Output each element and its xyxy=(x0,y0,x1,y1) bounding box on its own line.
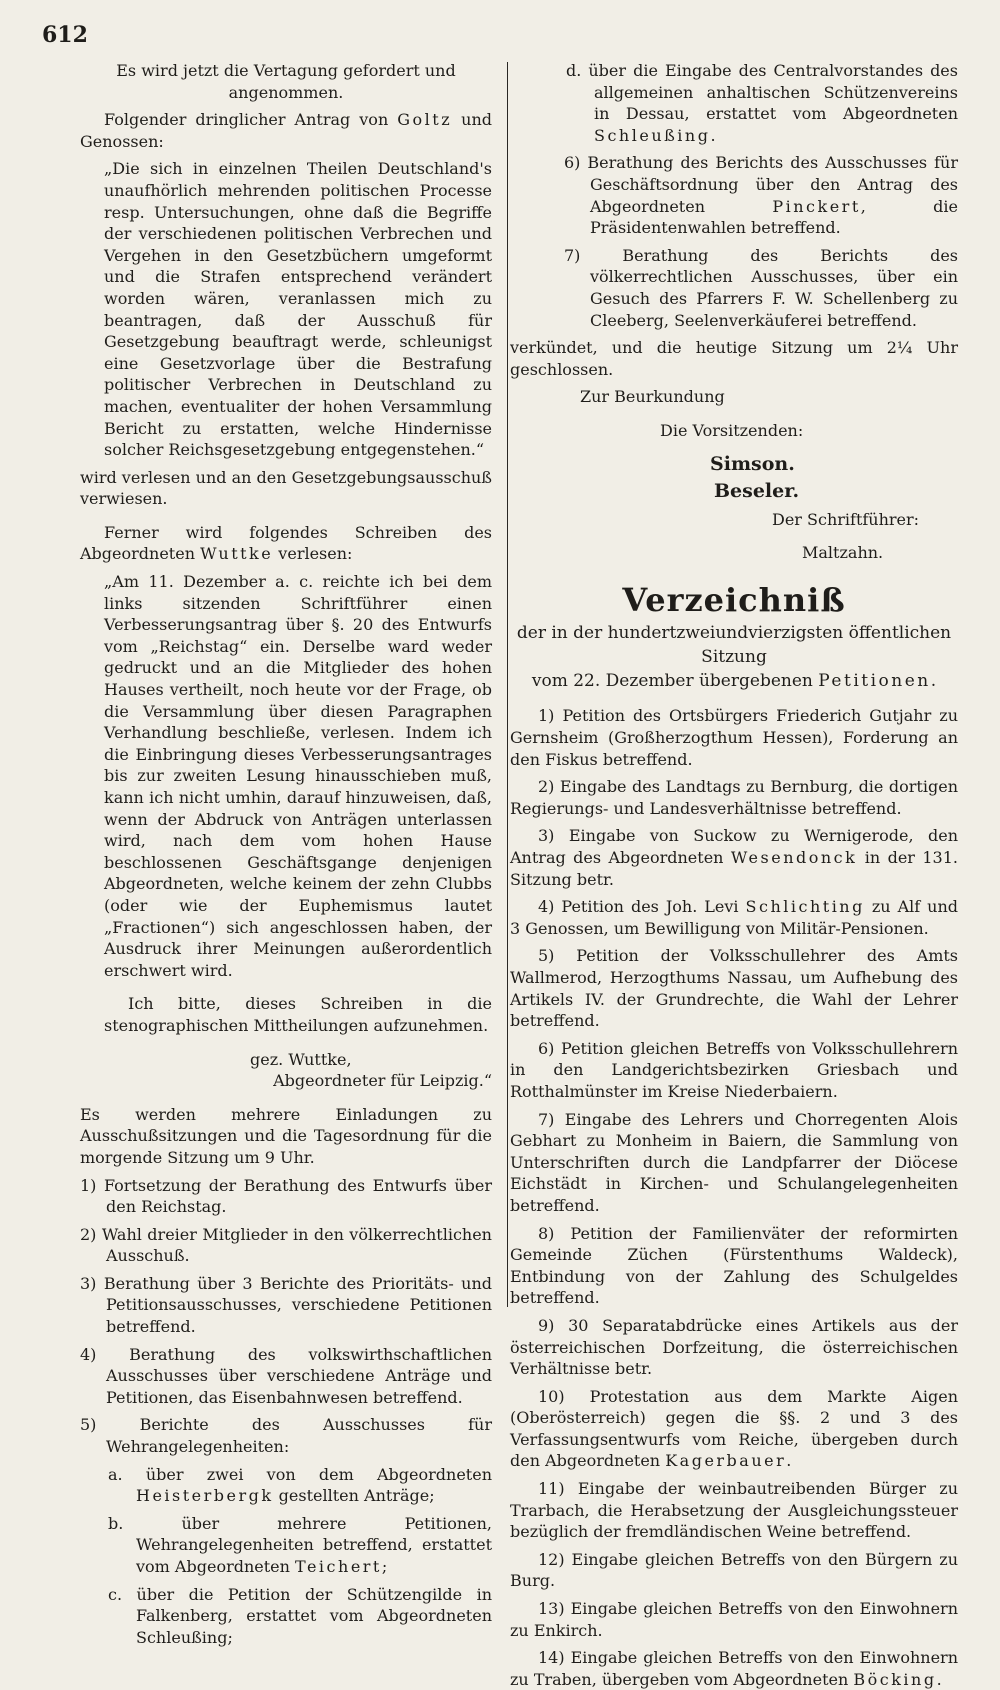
page-number: 612 xyxy=(42,22,88,48)
closing-line: verkündet, und die heutige Sitzung um 2¼ Uhr geschlossen. xyxy=(510,338,958,379)
letter-intro: Ferner wird folgendes Schreiben des Abgeordneten Wuttke verlesen: xyxy=(80,522,492,564)
agenda-item: 4) Berathung des volkswirthschaftlichen Ausschusses über verschiedene Anträge und Petitionen, das Eisenbahnwesen betreffend. xyxy=(80,1344,493,1407)
petition-item: 5) Petition der Volksschullehrer des Amts Wallmerod, Herzogthums Nassau, um Aufhebung des Artikels IV. der Grundrechte, die Wahl der Lehrer betreffend. xyxy=(510,946,958,1031)
left-column xyxy=(80,60,492,1648)
register-subtitle: der in der hundertzweiundvierzigsten öffentlichen Sitzung xyxy=(516,623,952,668)
agenda-item: 1) Fortsetzung der Berathung des Entwurfs über den Reichstag. xyxy=(80,1175,492,1217)
letter-signature: gez. Wuttke, xyxy=(250,1049,352,1069)
chair-name: Beseler. xyxy=(714,480,800,503)
speaker-name: Goltz xyxy=(397,110,453,130)
agenda-item: 3) Berathung über 3 Berichte des Prioritäts- und Petitionsausschusses, verschiedene Petitionen betreffend. xyxy=(80,1273,493,1337)
secretary-label: Der Schriftführer: xyxy=(772,509,920,529)
petition-item: 1) Petition des Ortsbürgers Friederich Gutjahr zu Gernsheim (Großherzogthum Hessen), Forderung an den Fiskus betreffend. xyxy=(510,706,958,769)
letter-request: Ich bitte, dieses Schreiben in die stenographischen Mittheilungen aufzunehmen. xyxy=(104,994,492,1035)
agenda-item: 2) Wahl dreier Mitglieder in den völkerrechtlichen Ausschuß. xyxy=(80,1224,492,1266)
petition-item: 11) Eingabe der weinbautreibenden Bürger zu Trarbach, die Herabsetzung der Ausgleichungssteuer bezüglich der fremdländischen Weine betreffend. xyxy=(510,1479,958,1542)
petition-item: 8) Petition der Familienväter der reformirten Gemeinde Züchen (Fürstenthums Waldeck), Entbindung von der Zahlung des Schulgeldes betreffend. xyxy=(510,1223,958,1308)
letter-quote: „Am 11. Dezember a. c. reichte ich bei dem links sitzenden Schriftführer einen Verbesserungsantrag über §. 20 des Entwurfs vom „Reichstag“ ein. Derselbe ward weder gedruckt und an die Mitglieder des hohen Hauses vertheilt, noch heute vor der Frage, ob die Versammlung über diesen Paragraphen Verhandlung beschließe, verlesen. Indem ich die Einbringung dieses Verbesserungsantrages bis zur zweiten Lesung hinausschieben muß, kann ich nicht umhin, darauf hinzuweisen, daß, wenn der Abdruck von Anträgen unterlassen wird, nach dem vom hohen Hause beschlossenen Geschäftsgange denjenigen Abgeordneten, welche keinem der zehn Clubbs (oder wie der Euphemismus lautet „Fractionen“) sich angeschlossen haben, der Ausdruck ihrer Meinungen außerordentlich erschwert wird. xyxy=(104,572,492,980)
petition-item: 6) Petition gleichen Betreffs von Volksschullehrern in den Landgerichtsbezirken Griesbach und Rotthalmünster im Kreise Niederbaiern. xyxy=(510,1038,958,1101)
petition-item: 2) Eingabe des Landtags zu Bernburg, die dortigen Regierungs- und Landesverhältnisse betreffend. xyxy=(510,777,958,818)
petition-item: 10) Protestation aus dem Markte Aigen (Oberösterreich) gegen die §§. 2 und 3 des Verfassungsentwurfs vom Reiche, übergeben durch den Abgeordneten Kagerbauer. xyxy=(510,1386,958,1471)
petition-item: 14) Eingabe gleichen Betreffs von den Einwohnern zu Traben, übergeben vom Abgeordneten Böcking. xyxy=(510,1648,958,1689)
speaker-name: Wuttke xyxy=(200,544,274,564)
register-title: Verzeichniß xyxy=(622,580,846,619)
petition-item: 9) 30 Separatabdrücke eines Artikels aus der österreichischen Dorfzeitung, die österreichischen Verhältnisse betr. xyxy=(510,1315,958,1379)
petition-item: 7) Eingabe des Lehrers und Chorregenten Alois Gebhart zu Monheim in Baiern, die Sammlung von Unterschriften durch die Landpfarrer der Diöcese Eichstädt in Kirchen- und Schulangelegenheiten betreffend. xyxy=(510,1109,958,1215)
adjournment-line: Es wird jetzt die Vertagung gefordert und angenommen. xyxy=(116,61,456,102)
petition-item: 12) Eingabe gleichen Betreffs von den Bürgern zu Burg. xyxy=(510,1549,958,1591)
chair-name: Simson. xyxy=(710,452,795,475)
agenda-item: 7) Berathung des Berichts des völkerrechtlichen Ausschusses, über ein Gesuch des Pfarrers F. W. Schellenberg zu Cleeberg, Seelenverkäuferei betreffend. xyxy=(564,245,959,330)
petition-item: 3) Eingabe von Suckow zu Wernigerode, den Antrag des Abgeordneten Wesendonck in der 131. Sitzung betr. xyxy=(510,826,959,889)
petition-item: 4) Petition des Joh. Levi Schlichting zu Alf und 3 Genossen, um Bewilligung von Militär-Pensionen. xyxy=(510,897,959,938)
agenda-subitem: d. über die Eingabe des Centralvorstandes des allgemeinen anhaltischen Schützenvereins in Dessau, erstattet vom Abgeordneten Schleußing. xyxy=(566,61,958,145)
register-subtitle: vom 22. Dezember übergebenen Petitionen. xyxy=(531,671,937,692)
agenda-list xyxy=(80,1175,492,1649)
petition-item: 13) Eingabe gleichen Betreffs von den Einwohnern zu Enkirch. xyxy=(510,1599,958,1640)
agenda-subitem: b. über mehrere Petitionen, Wehrangelegenheiten betreffend, erstattet vom Abgeordneten Teichert; xyxy=(108,1513,492,1576)
right-column xyxy=(510,60,958,1690)
motion-quote: „Die sich in einzelnen Theilen Deutschland's unaufhörlich mehrenden politischen Processe resp. Untersuchungen, ohne daß die Begriffe der verschiedenen politischen Verbrechen und Vergehen in den Gesetzbüchern umgeformt und die Strafen entsprechend verändert worden wären, veranlassen mich zu beantragen, daß der Ausschuß für Gesetzgebung beauftragt werde, schleunigst eine Gesetzvorlage über die Bestrafung politischer Verbrechen in Deutschland zu machen, eventualiter der hohen Versammlung Bericht zu erstatten, welche Hindernisse solcher Reichsgesetzgebung entgegenstehen.“ xyxy=(104,159,492,460)
agenda-subitem: c. über die Petition der Schützengilde in Falkenberg, erstattet vom Abgeordneten Schleußing; xyxy=(108,1584,492,1647)
column-divider xyxy=(507,62,508,1307)
referral-line: wird verlesen und an den Gesetzgebungsausschuß verwiesen. xyxy=(80,467,492,509)
letter-signature-title: Abgeordneter für Leipzig.“ xyxy=(273,1071,492,1091)
chair-label: Die Vorsitzenden: xyxy=(660,420,804,440)
agenda-item: 6) Berathung des Berichts des Ausschusses für Geschäftsordnung über den Antrag des Abgeordneten Pinckert, die Präsidentenwahlen betreffend. xyxy=(564,153,959,238)
secretary-name: Maltzahn. xyxy=(802,543,884,563)
agenda-intro: Es werden mehrere Einladungen zu Ausschußsitzungen und die Tagesordnung für die morgende Sitzung um 9 Uhr. xyxy=(80,1104,492,1167)
agenda-item: 5) Berichte des Ausschusses für Wehrangelegenheiten: xyxy=(80,1415,492,1457)
agenda-subitem: a. über zwei von dem Abgeordneten Heisterbergk gestellten Anträge; xyxy=(108,1464,492,1506)
motion-intro: Folgender dringlicher Antrag von Goltz und Genossen: xyxy=(80,110,492,151)
attestation-label: Zur Beurkundung xyxy=(580,387,725,407)
petition-list xyxy=(510,705,958,1690)
